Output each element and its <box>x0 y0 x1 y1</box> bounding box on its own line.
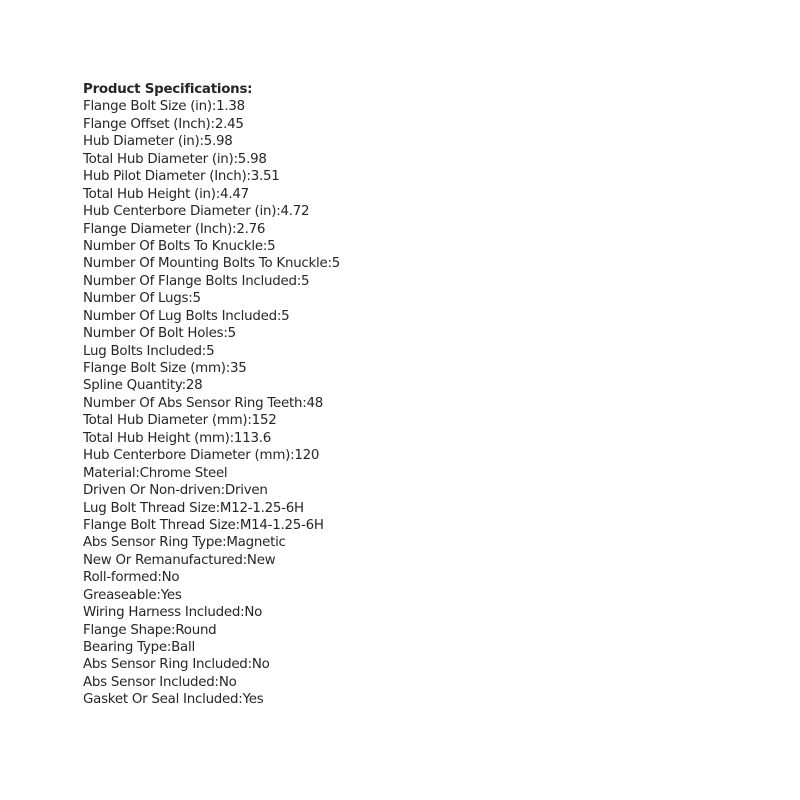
spec-separator: : <box>296 273 302 289</box>
spec-label: Abs Sensor Ring Included <box>83 657 248 673</box>
spec-value: No <box>218 674 237 690</box>
spec-line <box>83 98 340 115</box>
spec-label: Roll-formed <box>83 570 158 586</box>
spec-line <box>83 430 340 447</box>
spec-label: Flange Offset (Inch) <box>83 116 211 132</box>
spec-separator: : <box>156 587 161 603</box>
spec-separator: : <box>214 674 219 690</box>
spec-separator: : <box>199 134 204 150</box>
spec-separator: : <box>242 552 247 568</box>
spec-line <box>83 447 340 464</box>
spec-separator: : <box>229 430 234 446</box>
spec-separator: : <box>290 448 295 464</box>
spec-label: Number Of Lugs <box>83 291 189 307</box>
spec-line <box>83 674 340 691</box>
spec-value: 4.72 <box>280 204 310 220</box>
spec-line <box>83 377 340 394</box>
spec-value: 5 <box>331 256 341 272</box>
spec-separator: : <box>235 517 240 533</box>
spec-separator: : <box>327 256 332 272</box>
spec-separator: : <box>222 535 227 551</box>
spec-label: Lug Bolt Thread Size <box>83 500 216 516</box>
spec-separator: : <box>181 378 186 394</box>
spec-value: 113.6 <box>233 430 272 446</box>
spec-separator: : <box>240 605 245 621</box>
spec-line <box>83 691 340 708</box>
spec-line <box>83 517 340 534</box>
spec-separator: : <box>201 343 207 359</box>
spec-separator: : <box>247 413 252 429</box>
spec-label: Hub Centerbore Diameter (in) <box>83 204 277 220</box>
spec-line <box>83 569 340 586</box>
spec-line <box>83 412 340 429</box>
spec-line <box>83 168 340 185</box>
spec-separator: : <box>302 395 307 411</box>
spec-label: Spline Quantity <box>83 378 182 394</box>
spec-label: Number Of Flange Bolts Included <box>83 273 297 289</box>
spec-label: Number Of Abs Sensor Ring Teeth <box>83 395 303 411</box>
spec-value: 4.47 <box>220 186 249 202</box>
spec-label: Total Hub Height (in) <box>83 186 216 202</box>
spec-line <box>83 622 340 639</box>
spec-separator: : <box>233 151 238 167</box>
spec-value: Yes <box>242 692 264 708</box>
spec-line <box>83 587 340 604</box>
spec-separator: : <box>220 483 225 499</box>
spec-line <box>83 395 340 412</box>
spec-value: 28 <box>185 378 203 394</box>
spec-label: Hub Pilot Diameter (Inch) <box>83 169 247 185</box>
spec-value: Chrome Steel <box>139 465 228 481</box>
spec-label: Flange Shape <box>83 622 172 638</box>
spec-value: 3.51 <box>250 169 280 185</box>
spec-heading: Product Specifications: <box>83 82 253 97</box>
spec-label: Number Of Bolts To Knuckle <box>83 238 263 254</box>
spec-value: M14-1.25-6H <box>239 517 324 533</box>
spec-separator: : <box>171 622 176 638</box>
spec-line <box>83 116 340 133</box>
spec-label: Flange Bolt Thread Size <box>83 517 236 533</box>
spec-value: New <box>246 552 276 568</box>
spec-value: 5 <box>227 326 236 342</box>
spec-value: No <box>244 605 263 621</box>
spec-separator: : <box>166 640 172 655</box>
spec-value: Driven <box>224 483 268 499</box>
spec-label: Gasket Or Seal Included <box>83 692 239 708</box>
spec-line <box>83 639 340 656</box>
spec-value: 5.98 <box>237 151 267 167</box>
spec-value: M12-1.25-6H <box>219 500 304 516</box>
spec-value: 5 <box>301 273 310 289</box>
spec-separator: : <box>223 326 228 342</box>
spec-label: Total Hub Diameter (mm) <box>83 413 248 429</box>
spec-line <box>83 482 340 499</box>
spec-value: 120 <box>294 448 320 464</box>
spec-label: Number Of Lug Bolts Included <box>83 308 277 324</box>
spec-value: Ball <box>171 640 195 655</box>
spec-label: Hub Centerbore Diameter (mm) <box>83 448 291 464</box>
spec-label: Abs Sensor Included <box>83 674 215 690</box>
spec-value: 152 <box>251 413 277 429</box>
spec-value: 5 <box>206 343 215 359</box>
spec-separator: : <box>225 361 231 376</box>
spec-line <box>83 656 340 673</box>
spec-value: 5.98 <box>203 134 233 150</box>
spec-line <box>83 308 340 325</box>
spec-label: Number Of Mounting Bolts To Knuckle <box>83 256 328 272</box>
spec-value: 35 <box>230 361 247 376</box>
spec-separator: : <box>135 465 140 481</box>
spec-label: Flange Bolt Size (in) <box>83 99 212 115</box>
spec-label: Flange Bolt Size (mm) <box>83 361 226 376</box>
spec-line <box>83 255 340 272</box>
spec-line <box>83 500 340 517</box>
spec-value: 5 <box>281 308 290 324</box>
spec-label: Flange Diameter (Inch) <box>83 221 233 237</box>
spec-line <box>83 203 340 220</box>
spec-value: 1.38 <box>216 99 245 115</box>
spec-separator: : <box>238 692 243 708</box>
spec-value: 48 <box>306 395 324 411</box>
spec-label: Lug Bolts Included <box>83 343 202 359</box>
spec-label: Number Of Bolt Holes <box>83 326 224 342</box>
spec-line <box>83 133 340 150</box>
spec-line <box>83 186 340 203</box>
spec-block <box>83 81 340 709</box>
spec-line <box>83 552 340 569</box>
spec-value: 2.45 <box>214 116 244 132</box>
spec-separator: : <box>276 204 281 220</box>
spec-label: Hub Diameter (in) <box>83 134 200 150</box>
spec-label: Total Hub Diameter (in) <box>83 151 234 167</box>
spec-separator: : <box>232 221 237 237</box>
spec-list <box>83 98 340 708</box>
spec-line <box>83 221 340 238</box>
spec-value: No <box>251 657 270 673</box>
spec-value: 5 <box>192 291 201 307</box>
spec-separator: : <box>276 308 282 324</box>
spec-value: 5 <box>267 238 276 254</box>
spec-separator: : <box>215 186 221 202</box>
spec-label: Abs Sensor Ring Type <box>83 535 223 551</box>
spec-line <box>83 604 340 621</box>
spec-label: Total Hub Height (mm) <box>83 430 230 446</box>
spec-line <box>83 325 340 342</box>
spec-label: New Or Remanufactured <box>83 552 243 568</box>
spec-label: Bearing Type <box>83 640 167 655</box>
spec-separator: : <box>246 169 251 185</box>
spec-separator: : <box>247 657 252 673</box>
spec-line <box>83 534 340 551</box>
spec-separator: : <box>262 238 268 254</box>
spec-label: Driven Or Non-driven <box>83 483 221 499</box>
spec-label: Greaseable <box>83 587 157 603</box>
spec-separator: : <box>211 99 217 115</box>
spec-label: Material <box>83 465 136 481</box>
spec-line <box>83 273 340 290</box>
spec-line <box>83 343 340 360</box>
spec-separator: : <box>188 291 193 307</box>
spec-label: Wiring Harness Included <box>83 605 241 621</box>
spec-line <box>83 290 340 307</box>
spec-separator: : <box>210 116 215 132</box>
spec-line <box>83 238 340 255</box>
spec-value: Yes <box>160 587 182 603</box>
spec-value: Magnetic <box>226 535 286 551</box>
spec-separator: : <box>215 500 220 516</box>
spec-value: 2.76 <box>236 221 266 237</box>
spec-line <box>83 360 340 377</box>
spec-separator: : <box>157 570 162 586</box>
spec-line <box>83 465 340 482</box>
spec-line <box>83 151 340 168</box>
spec-value: Round <box>175 622 217 638</box>
spec-value: No <box>161 570 180 586</box>
